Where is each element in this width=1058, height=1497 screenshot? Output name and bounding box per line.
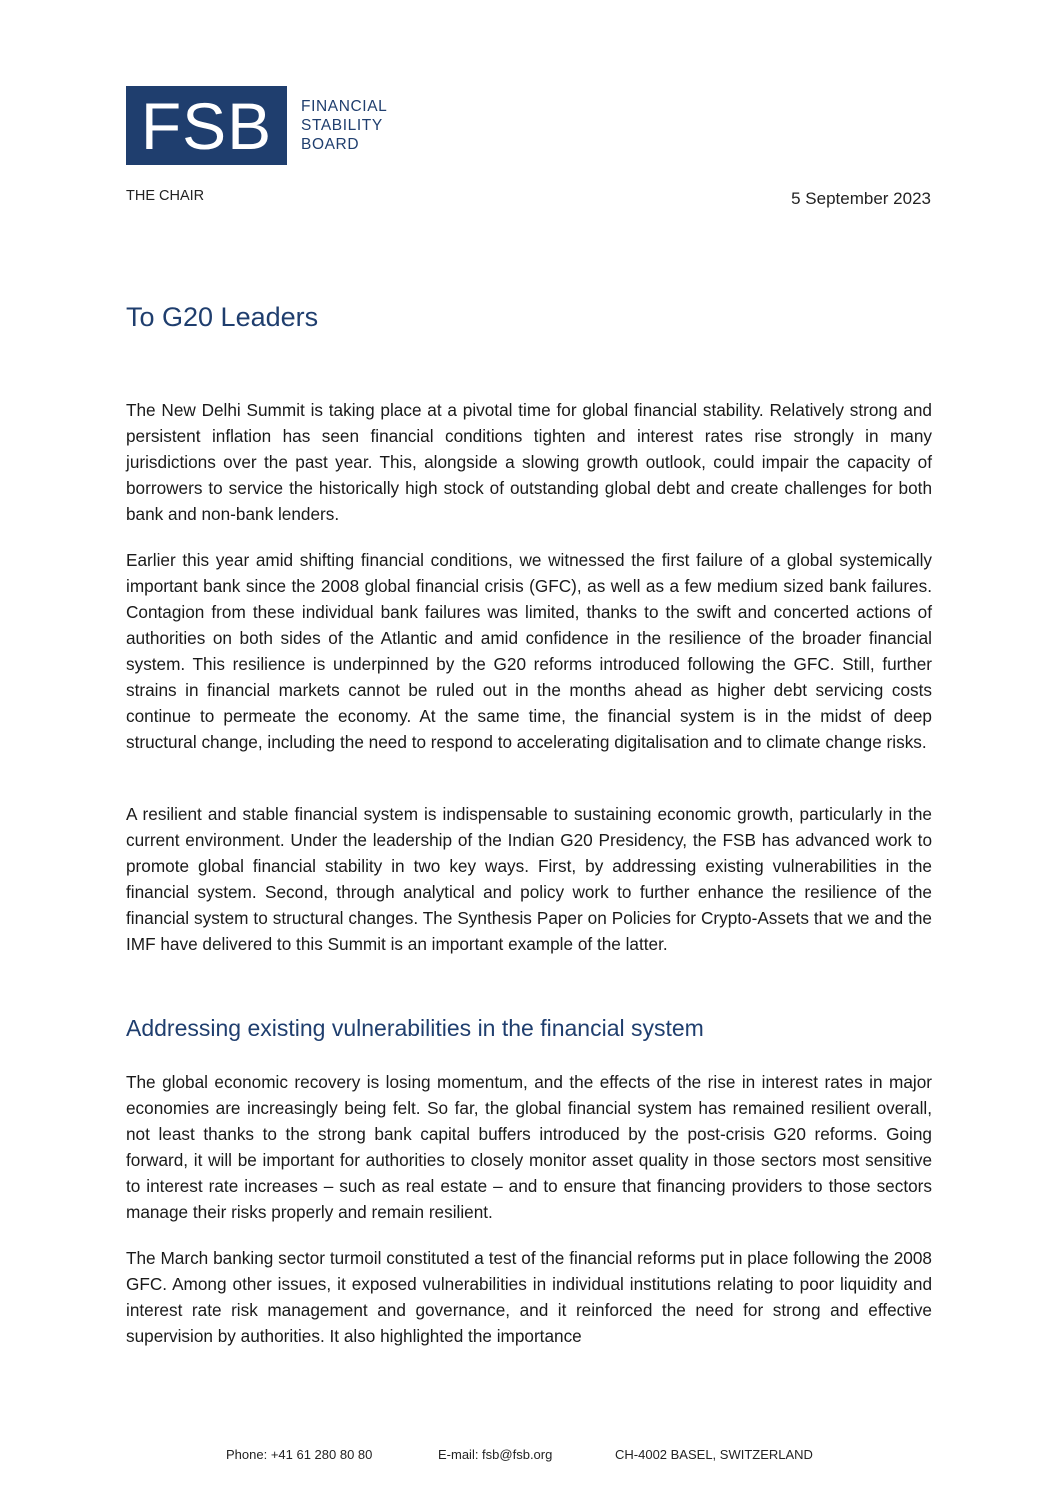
letter-title: To G20 Leaders: [126, 302, 319, 332]
footer-phone: Phone: +41 61 280 80 80: [226, 1447, 373, 1462]
sender-label: THE CHAIR: [126, 188, 205, 204]
paragraph-text: A resilient and stable financial system is indispensable to sustaining economic growth, particularly in the current environment. Under the leadership of the Indian G20 Presidency, the FSB has advanced work to promote global financial stability in two key ways. First, by addressing existing vulnerabilities in the financial system. Second, through analytical and policy work to further enhance the resilience of the financial system to structural changes. The Synthesis Paper on Policies for Crypto-Assets that we and the IMF have delivered to this Summit is an important example of the latter.: [126, 804, 932, 954]
fsb-logo: [126, 86, 387, 165]
body-paragraph: [126, 801, 932, 957]
body-paragraph: [126, 397, 932, 527]
paragraph-text: The global economic recovery is losing momentum, and the effects of the rise in interest rates in major economies are increasingly being felt. So far, the global financial system has remained resilient overall, not least thanks to the strong bank capital buffers introduced by the post-crisis G20 reforms. Going forward, it will be important for authorities to closely monitor asset quality in those sectors most sensitive to interest rate increases – such as real estate – and to ensure that financing providers to those sectors manage their risks properly and remain resilient.: [126, 1072, 932, 1222]
logo-mark: FSB: [126, 86, 287, 165]
paragraph-text: The March banking sector turmoil constituted a test of the financial reforms put in place following the 2008 GFC. Among other issues, it exposed vulnerabilities in individual institutions relating to poor liquidity and interest rate risk management and governance, and it reinforced the need for strong and effective supervision by authorities. It also highlighted the importance: [126, 1248, 932, 1346]
footer-email: E-mail: fsb@fsb.org: [438, 1447, 553, 1462]
logo-line: FINANCIAL: [301, 98, 388, 115]
letter-date: 5 September 2023: [791, 189, 931, 208]
footer-address: CH-4002 BASEL, SWITZERLAND: [615, 1447, 813, 1462]
section-heading: Addressing existing vulnerabilities in the financial system: [126, 1015, 704, 1041]
logo-wordmark: [301, 97, 387, 154]
logo-line: STABILITY: [301, 117, 383, 134]
body-paragraph: [126, 1069, 932, 1225]
body-paragraph: [126, 1245, 932, 1349]
paragraph-text: The New Delhi Summit is taking place at a pivotal time for global financial stability. Relatively strong and persistent inflation has seen financial conditions tighten and interest rates rise strongly in many jurisdictions over the past year. This, alongside a slowing growth outlook, could impair the capacity of borrowers to service the historically high stock of outstanding global debt and create challenges for both bank and non-bank lenders.: [126, 400, 932, 524]
body-paragraph: [126, 547, 932, 755]
logo-line: BOARD: [301, 136, 360, 153]
paragraph-text: Earlier this year amid shifting financial conditions, we witnessed the first failure of a global systemically important bank since the 2008 global financial crisis (GFC), as well as a few medium sized bank failures. Contagion from these individual bank failures was limited, thanks to the swift and concerted actions of authorities on both sides of the Atlantic and amid confidence in the resilience of the broader financial system. This resilience is underpinned by the G20 reforms introduced following the GFC. Still, further strains in financial markets cannot be ruled out in the months ahead as higher debt servicing costs continue to permeate the economy. At the same time, the financial system is in the midst of deep structural change, including the need to respond to accelerating digitalisation and to climate change risks.: [126, 550, 932, 752]
